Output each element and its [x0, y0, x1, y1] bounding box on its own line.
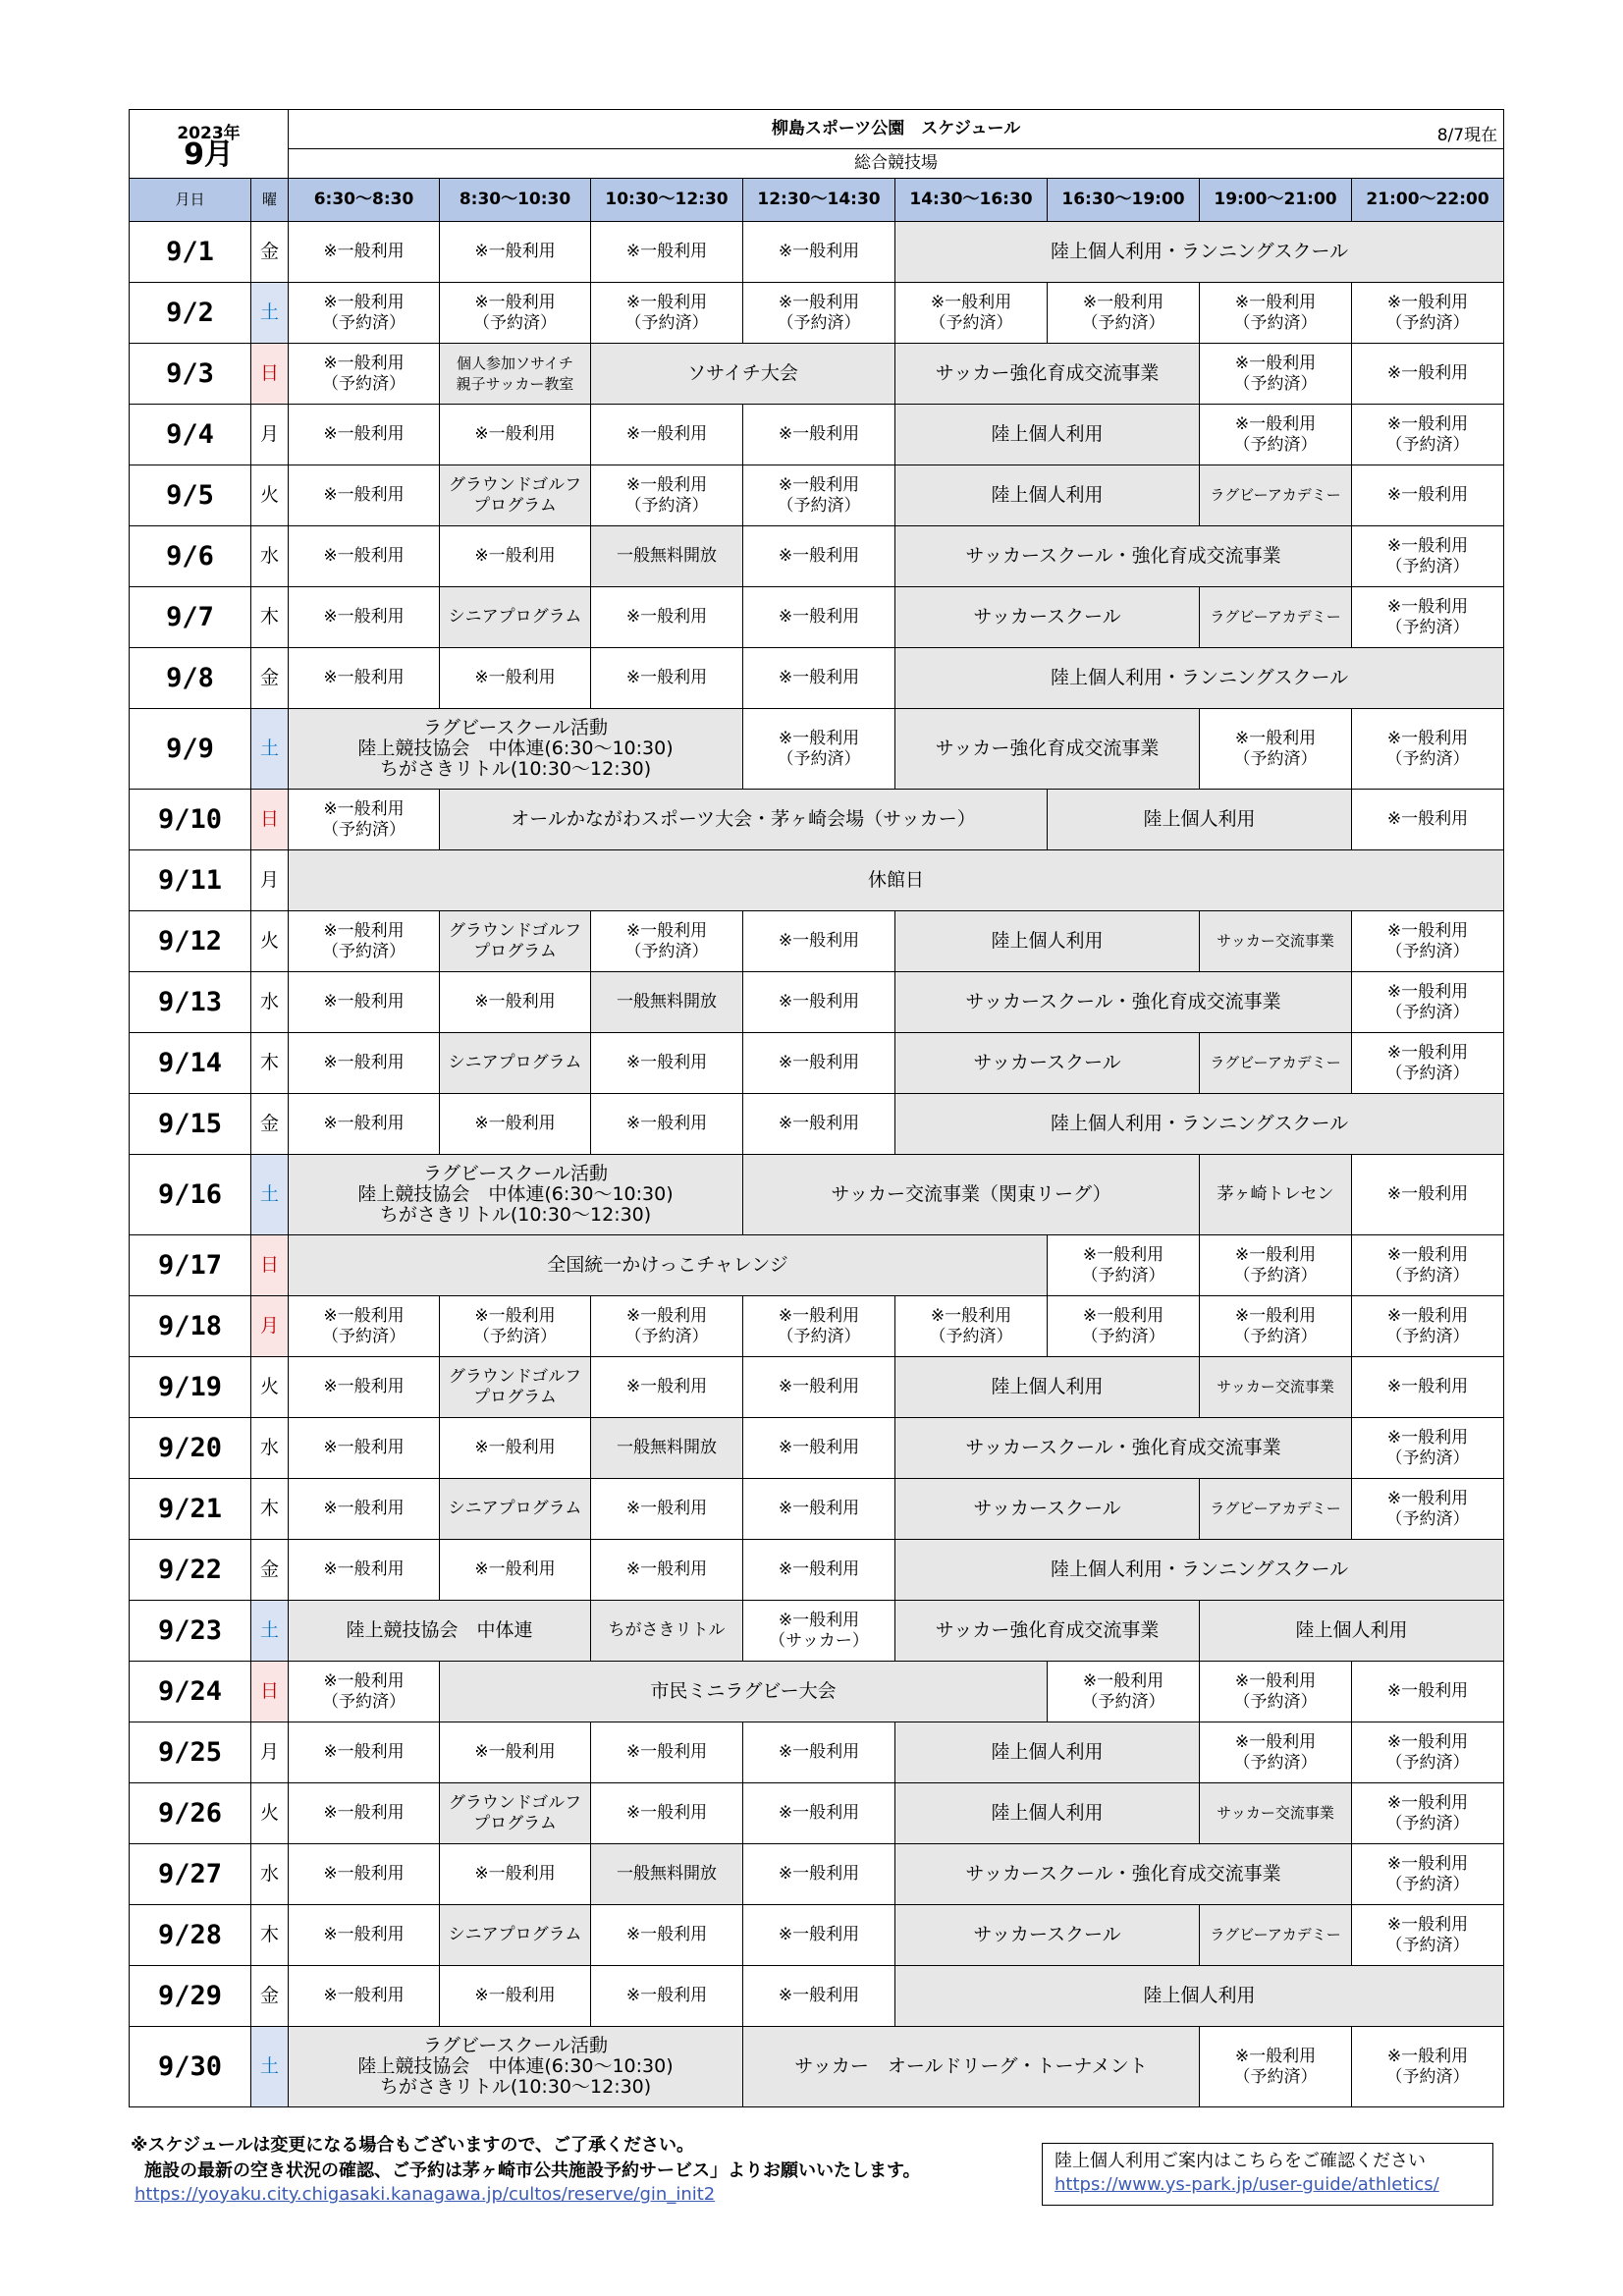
slot-cell: ※一般利用	[743, 972, 895, 1033]
table-row	[130, 1540, 1504, 1601]
slot-cell: ※一般利用	[591, 1540, 743, 1601]
table-row	[130, 1783, 1504, 1844]
slot-cell: サッカー交流事業	[1200, 1357, 1352, 1418]
slot-cell: シニアプログラム	[440, 1905, 591, 1966]
day-of-week: 火	[251, 911, 289, 972]
slot-cell: ※一般利用	[743, 1540, 895, 1601]
table-row	[130, 850, 1504, 911]
event-cell: サッカー強化育成交流事業	[895, 1601, 1200, 1662]
slot-cell: ※一般利用 （予約済）	[1048, 1235, 1200, 1296]
day-of-week: 金	[251, 648, 289, 709]
slot-cell: ※一般利用	[440, 972, 591, 1033]
event-cell: 陸上個人利用	[895, 1966, 1504, 2027]
slot-cell: シニアプログラム	[440, 587, 591, 648]
day-of-week: 土	[251, 1601, 289, 1662]
col-header-date: 月日	[130, 179, 251, 222]
slot-cell: ※一般利用 （予約済）	[440, 1296, 591, 1357]
day-of-week: 月	[251, 850, 289, 911]
table-row	[130, 526, 1504, 587]
footer-note-change: ※スケジュールは変更になる場合もございますので、ご了承ください。	[131, 2135, 695, 2156]
day-of-week: 金	[251, 1540, 289, 1601]
slot-cell: ※一般利用	[440, 1844, 591, 1905]
slot-cell: グラウンドゴルフ プログラム	[440, 911, 591, 972]
day-of-week: 土	[251, 2027, 289, 2107]
table-row	[130, 1479, 1504, 1540]
slot-cell: ※一般利用 （予約済）	[1200, 344, 1352, 405]
slot-cell: ※一般利用 （予約済）	[289, 283, 440, 344]
day-of-week: 水	[251, 972, 289, 1033]
slot-cell: ※一般利用 （予約済）	[1352, 1783, 1504, 1844]
day-date: 9/28	[130, 1905, 251, 1966]
as-of-date: 8/7現在	[1436, 126, 1498, 145]
slot-cell: シニアプログラム	[440, 1033, 591, 1094]
slot-cell: ※一般利用 （予約済）	[1352, 1418, 1504, 1479]
day-of-week: 木	[251, 1905, 289, 1966]
day-of-week: 月	[251, 405, 289, 465]
venue-label: 総合競技場	[289, 149, 1504, 179]
slot-cell: ※一般利用 （予約済）	[1200, 1235, 1352, 1296]
slot-cell: ※一般利用	[591, 1479, 743, 1540]
slot-cell: ※一般利用 （予約済）	[1352, 709, 1504, 790]
col-header-slot: 12:30～14:30	[743, 179, 895, 222]
day-date: 9/7	[130, 587, 251, 648]
day-date: 9/30	[130, 2027, 251, 2107]
day-date: 9/26	[130, 1783, 251, 1844]
slot-cell: ※一般利用	[743, 1357, 895, 1418]
slot-cell: ※一般利用	[289, 648, 440, 709]
slot-cell: ※一般利用	[289, 1783, 440, 1844]
slot-cell: ※一般利用	[1352, 1155, 1504, 1235]
day-date: 9/3	[130, 344, 251, 405]
day-of-week: 水	[251, 1844, 289, 1905]
slot-cell: ※一般利用 （予約済）	[289, 1662, 440, 1722]
slot-cell: ※一般利用 （予約済）	[591, 911, 743, 972]
slot-cell: ※一般利用 （予約済）	[1352, 1722, 1504, 1783]
table-row	[130, 344, 1504, 405]
slot-cell: ※一般利用	[591, 1722, 743, 1783]
slot-cell: ※一般利用	[591, 1357, 743, 1418]
athletics-info-box	[1042, 2143, 1493, 2206]
slot-cell: ※一般利用	[289, 1094, 440, 1155]
day-of-week: 月	[251, 1296, 289, 1357]
day-date: 9/4	[130, 405, 251, 465]
slot-cell: ※一般利用	[743, 1905, 895, 1966]
day-of-week: 火	[251, 1783, 289, 1844]
slot-cell: ※一般利用	[743, 1722, 895, 1783]
event-cell: 休館日	[289, 850, 1504, 911]
slot-cell: 一般無料開放	[591, 526, 743, 587]
slot-cell: ※一般利用 （予約済）	[1352, 911, 1504, 972]
day-of-week: 火	[251, 1357, 289, 1418]
slot-cell: 一般無料開放	[591, 1844, 743, 1905]
slot-cell: ※一般利用 （予約済）	[289, 1296, 440, 1357]
slot-cell: ※一般利用	[743, 1783, 895, 1844]
slot-cell: 一般無料開放	[591, 1418, 743, 1479]
table-row	[130, 1094, 1504, 1155]
slot-cell: ※一般利用	[591, 1094, 743, 1155]
slot-cell: ※一般利用	[1352, 465, 1504, 526]
footer-note-reservation: 施設の最新の空き状況の確認、ご予約は茅ヶ崎市公共施設予約サービス」よりお願いいたします。	[144, 2160, 921, 2181]
event-cell: 陸上個人利用・ランニングスクール	[895, 1094, 1504, 1155]
event-cell: 陸上個人利用・ランニングスクール	[895, 1540, 1504, 1601]
day-of-week: 金	[251, 222, 289, 283]
slot-cell: ※一般利用 （予約済）	[1352, 1296, 1504, 1357]
slot-cell: ※一般利用 （予約済）	[895, 1296, 1048, 1357]
table-row	[130, 1722, 1504, 1783]
slot-cell: ※一般利用 （予約済）	[289, 790, 440, 850]
slot-cell: ※一般利用 （予約済）	[591, 283, 743, 344]
slot-cell: グラウンドゴルフ プログラム	[440, 1357, 591, 1418]
slot-cell: ※一般利用	[440, 648, 591, 709]
event-cell: 陸上個人利用	[1048, 790, 1352, 850]
slot-cell: ※一般利用 （予約済）	[1352, 1844, 1504, 1905]
day-of-week: 日	[251, 1662, 289, 1722]
day-date: 9/19	[130, 1357, 251, 1418]
slot-cell: ※一般利用 （予約済）	[1352, 1033, 1504, 1094]
table-row	[130, 587, 1504, 648]
event-cell: 陸上個人利用	[895, 465, 1200, 526]
event-cell: サッカースクール	[895, 1033, 1200, 1094]
table-row	[130, 405, 1504, 465]
venue-row	[130, 149, 1504, 179]
slot-cell: ※一般利用	[440, 1966, 591, 2027]
slot-cell: ※一般利用	[289, 1033, 440, 1094]
slot-cell: ※一般利用 （予約済）	[743, 1296, 895, 1357]
day-of-week: 土	[251, 1155, 289, 1235]
table-row	[130, 2027, 1504, 2107]
slot-cell: ※一般利用	[289, 1905, 440, 1966]
event-cell: 陸上個人利用	[895, 1783, 1200, 1844]
slot-cell: ※一般利用	[743, 1844, 895, 1905]
slot-cell: ※一般利用 （予約済）	[1352, 1235, 1504, 1296]
event-cell: サッカースクール・強化育成交流事業	[895, 1844, 1352, 1905]
slot-cell: ※一般利用	[1352, 1662, 1504, 1722]
day-of-week: 日	[251, 790, 289, 850]
col-header-slot: 6:30～8:30	[289, 179, 440, 222]
event-cell: オールかながわスポーツ大会・茅ヶ崎会場（サッカー）	[440, 790, 1048, 850]
slot-cell: ※一般利用	[743, 587, 895, 648]
day-of-week: 日	[251, 344, 289, 405]
table-row	[130, 911, 1504, 972]
slot-cell: ※一般利用	[289, 1722, 440, 1783]
table-row	[130, 1155, 1504, 1235]
slot-cell: ※一般利用	[591, 1783, 743, 1844]
slot-cell: 個人参加ソサイチ 親子サッカー教室	[440, 344, 591, 405]
slot-cell: ※一般利用 （予約済）	[591, 1296, 743, 1357]
event-cell: ラグビースクール活動 陸上競技協会 中体連(6:30～10:30) ちがさきリトル(10:30～12:30)	[289, 1155, 743, 1235]
event-cell: 陸上個人利用	[895, 1357, 1200, 1418]
day-date: 9/12	[130, 911, 251, 972]
day-of-week: 木	[251, 587, 289, 648]
slot-cell: ※一般利用 （予約済）	[743, 283, 895, 344]
event-cell: 陸上個人利用・ランニングスクール	[895, 222, 1504, 283]
slot-cell: ※一般利用	[591, 405, 743, 465]
day-date: 9/2	[130, 283, 251, 344]
month-header	[130, 110, 289, 179]
col-header-slot: 21:00～22:00	[1352, 179, 1504, 222]
event-cell: サッカー強化育成交流事業	[895, 709, 1200, 790]
event-cell: サッカースクール・強化育成交流事業	[895, 972, 1352, 1033]
slot-cell: ※一般利用	[591, 587, 743, 648]
table-row	[130, 648, 1504, 709]
event-cell: サッカースクール・強化育成交流事業	[895, 526, 1352, 587]
event-cell: 陸上個人利用・ランニングスクール	[895, 648, 1504, 709]
slot-cell: ラグビーアカデミー	[1200, 465, 1352, 526]
day-date: 9/8	[130, 648, 251, 709]
table-row	[130, 1357, 1504, 1418]
slot-cell: ※一般利用	[440, 405, 591, 465]
day-date: 9/13	[130, 972, 251, 1033]
event-cell: 陸上競技協会 中体連	[289, 1601, 591, 1662]
event-cell: サッカー オールドリーグ・トーナメント	[743, 2027, 1200, 2107]
table-row	[130, 972, 1504, 1033]
event-cell: サッカースクール	[895, 587, 1200, 648]
day-date: 9/6	[130, 526, 251, 587]
slot-cell: ※一般利用 （予約済）	[1200, 709, 1352, 790]
slot-cell: サッカー交流事業	[1200, 911, 1352, 972]
slot-cell: ラグビーアカデミー	[1200, 1479, 1352, 1540]
day-date: 9/27	[130, 1844, 251, 1905]
slot-cell: ※一般利用	[1352, 1357, 1504, 1418]
slot-cell: ※一般利用	[591, 1033, 743, 1094]
slot-cell: ※一般利用	[440, 526, 591, 587]
reservation-link[interactable]: https://yoyaku.city.chigasaki.kanagawa.jp/cultos/reserve/gin_init2	[135, 2184, 716, 2205]
day-of-week: 土	[251, 709, 289, 790]
day-date: 9/15	[130, 1094, 251, 1155]
slot-cell: ※一般利用 （予約済）	[440, 283, 591, 344]
slot-cell: ※一般利用 （予約済）	[895, 283, 1048, 344]
event-cell: サッカー交流事業（関東リーグ）	[743, 1155, 1200, 1235]
slot-cell: ※一般利用	[289, 587, 440, 648]
column-header-row	[130, 179, 1504, 222]
slot-cell: 茅ヶ崎トレセン	[1200, 1155, 1352, 1235]
slot-cell: ※一般利用 （予約済）	[1200, 1722, 1352, 1783]
slot-cell: ※一般利用 （予約済）	[289, 911, 440, 972]
event-cell: 陸上個人利用	[895, 1722, 1200, 1783]
slot-cell: ※一般利用	[743, 405, 895, 465]
month-label: 9月	[184, 137, 234, 172]
table-row	[130, 1905, 1504, 1966]
slot-cell: ※一般利用	[440, 222, 591, 283]
slot-cell: ※一般利用	[289, 972, 440, 1033]
slot-cell: グラウンドゴルフ プログラム	[440, 465, 591, 526]
slot-cell: ※一般利用	[289, 1357, 440, 1418]
slot-cell: シニアプログラム	[440, 1479, 591, 1540]
slot-cell: ラグビーアカデミー	[1200, 587, 1352, 648]
event-cell: ラグビースクール活動 陸上競技協会 中体連(6:30～10:30) ちがさきリトル(10:30～12:30)	[289, 709, 743, 790]
slot-cell: ※一般利用 （予約済）	[1048, 1296, 1200, 1357]
day-of-week: 月	[251, 1722, 289, 1783]
slot-cell: ※一般利用 （予約済）	[591, 465, 743, 526]
slot-cell: ※一般利用 （予約済）	[1200, 405, 1352, 465]
day-date: 9/22	[130, 1540, 251, 1601]
day-date: 9/24	[130, 1662, 251, 1722]
event-cell: 市民ミニラグビー大会	[440, 1662, 1048, 1722]
slot-cell: ※一般利用 （予約済）	[1200, 1296, 1352, 1357]
event-cell: 全国統一かけっこチャレンジ	[289, 1235, 1048, 1296]
day-of-week: 金	[251, 1094, 289, 1155]
col-header-slot: 10:30～12:30	[591, 179, 743, 222]
day-date: 9/10	[130, 790, 251, 850]
slot-cell: ※一般利用	[440, 1094, 591, 1155]
slot-cell: ラグビーアカデミー	[1200, 1033, 1352, 1094]
event-cell: 陸上個人利用	[895, 405, 1200, 465]
slot-cell: ※一般利用 （予約済）	[289, 344, 440, 405]
slot-cell: ※一般利用	[289, 1479, 440, 1540]
col-header-slot: 19:00～21:00	[1200, 179, 1352, 222]
slot-cell: サッカー交流事業	[1200, 1783, 1352, 1844]
event-cell: サッカースクール	[895, 1479, 1200, 1540]
day-date: 9/9	[130, 709, 251, 790]
table-row	[130, 1601, 1504, 1662]
slot-cell: ※一般利用	[743, 648, 895, 709]
table-row	[130, 709, 1504, 790]
slot-cell: ※一般利用	[1352, 790, 1504, 850]
slot-cell: ※一般利用	[743, 1966, 895, 2027]
day-date: 9/18	[130, 1296, 251, 1357]
athletics-info-text: 陸上個人利用ご案内はこちらをご確認ください	[1055, 2151, 1426, 2171]
day-of-week: 土	[251, 283, 289, 344]
day-of-week: 水	[251, 526, 289, 587]
event-cell: 陸上個人利用	[1200, 1601, 1504, 1662]
col-header-dow: 曜	[251, 179, 289, 222]
slot-cell: ※一般利用	[289, 1540, 440, 1601]
slot-cell: ※一般利用	[743, 1033, 895, 1094]
slot-cell: ちがさきリトル	[591, 1601, 743, 1662]
slot-cell: ※一般利用 （予約済）	[1352, 972, 1504, 1033]
event-cell: ラグビースクール活動 陸上競技協会 中体連(6:30～10:30) ちがさきリトル(10:30～12:30)	[289, 2027, 743, 2107]
slot-cell: ※一般利用	[591, 222, 743, 283]
slot-cell: ※一般利用 （予約済）	[1200, 283, 1352, 344]
col-header-slot: 14:30～16:30	[895, 179, 1048, 222]
slot-cell: ※一般利用	[743, 911, 895, 972]
table-row	[130, 1966, 1504, 2027]
slot-cell: ※一般利用	[440, 1722, 591, 1783]
table-row	[130, 1662, 1504, 1722]
slot-cell: ※一般利用 （サッカー）	[743, 1601, 895, 1662]
event-cell: 陸上個人利用	[895, 911, 1200, 972]
slot-cell: ※一般利用 （予約済）	[1352, 587, 1504, 648]
table-row	[130, 465, 1504, 526]
slot-cell: グラウンドゴルフ プログラム	[440, 1783, 591, 1844]
event-cell: サッカースクール・強化育成交流事業	[895, 1418, 1352, 1479]
slot-cell: ※一般利用 （予約済）	[743, 709, 895, 790]
col-header-slot: 8:30～10:30	[440, 179, 591, 222]
table-row	[130, 1844, 1504, 1905]
slot-cell: ※一般利用	[289, 1844, 440, 1905]
day-date: 9/29	[130, 1966, 251, 2027]
slot-cell: ※一般利用 （予約済）	[1352, 2027, 1504, 2107]
table-row	[130, 222, 1504, 283]
slot-cell: ※一般利用	[743, 1418, 895, 1479]
day-date: 9/17	[130, 1235, 251, 1296]
slot-cell: ラグビーアカデミー	[1200, 1905, 1352, 1966]
page-title	[289, 110, 1504, 149]
slot-cell: ※一般利用	[591, 1966, 743, 2027]
slot-cell: ※一般利用 （予約済）	[1048, 283, 1200, 344]
slot-cell: ※一般利用	[289, 465, 440, 526]
table-row	[130, 1235, 1504, 1296]
slot-cell: ※一般利用 （予約済）	[1352, 1905, 1504, 1966]
event-cell: ソサイチ大会	[591, 344, 895, 405]
title-text: 柳島スポーツ公園 スケジュール	[771, 119, 1021, 138]
slot-cell: ※一般利用	[289, 1966, 440, 2027]
table-row	[130, 1418, 1504, 1479]
slot-cell: ※一般利用 （予約済）	[1200, 1662, 1352, 1722]
slot-cell: ※一般利用	[743, 222, 895, 283]
day-date: 9/1	[130, 222, 251, 283]
day-of-week: 水	[251, 1418, 289, 1479]
slot-cell: ※一般利用	[591, 648, 743, 709]
year-label: 2023年	[177, 123, 241, 143]
slot-cell: ※一般利用	[1352, 344, 1504, 405]
event-cell: サッカー強化育成交流事業	[895, 344, 1200, 405]
day-of-week: 日	[251, 1235, 289, 1296]
day-date: 9/21	[130, 1479, 251, 1540]
day-date: 9/20	[130, 1418, 251, 1479]
day-date: 9/23	[130, 1601, 251, 1662]
slot-cell: ※一般利用 （予約済）	[743, 465, 895, 526]
slot-cell: ※一般利用 （予約済）	[1352, 526, 1504, 587]
event-cell: サッカースクール	[895, 1905, 1200, 1966]
slot-cell: ※一般利用	[591, 1905, 743, 1966]
day-of-week: 木	[251, 1479, 289, 1540]
slot-cell: ※一般利用 （予約済）	[1352, 405, 1504, 465]
slot-cell: ※一般利用	[743, 1479, 895, 1540]
slot-cell: ※一般利用	[289, 405, 440, 465]
title-row	[130, 110, 1504, 149]
slot-cell: ※一般利用	[440, 1418, 591, 1479]
day-of-week: 金	[251, 1966, 289, 2027]
day-of-week: 火	[251, 465, 289, 526]
day-date: 9/14	[130, 1033, 251, 1094]
slot-cell: 一般無料開放	[591, 972, 743, 1033]
slot-cell: ※一般利用	[289, 526, 440, 587]
slot-cell: ※一般利用 （予約済）	[1048, 1662, 1200, 1722]
slot-cell: ※一般利用	[440, 1540, 591, 1601]
footer	[131, 2131, 1505, 2239]
slot-cell: ※一般利用 （予約済）	[1352, 283, 1504, 344]
slot-cell: ※一般利用	[289, 222, 440, 283]
table-row	[130, 1296, 1504, 1357]
col-header-slot: 16:30～19:00	[1048, 179, 1200, 222]
slot-cell: ※一般利用 （予約済）	[1200, 2027, 1352, 2107]
slot-cell: ※一般利用	[743, 526, 895, 587]
day-date: 9/11	[130, 850, 251, 911]
slot-cell: ※一般利用 （予約済）	[1352, 1479, 1504, 1540]
athletics-info-link[interactable]: https://www.ys-park.jp/user-guide/athletics/	[1055, 2174, 1439, 2195]
slot-cell: ※一般利用	[743, 1094, 895, 1155]
slot-cell: ※一般利用	[289, 1418, 440, 1479]
day-date: 9/16	[130, 1155, 251, 1235]
day-date: 9/5	[130, 465, 251, 526]
day-date: 9/25	[130, 1722, 251, 1783]
table-row	[130, 790, 1504, 850]
schedule-table	[129, 109, 1504, 2107]
table-row	[130, 283, 1504, 344]
table-row	[130, 1033, 1504, 1094]
day-of-week: 木	[251, 1033, 289, 1094]
